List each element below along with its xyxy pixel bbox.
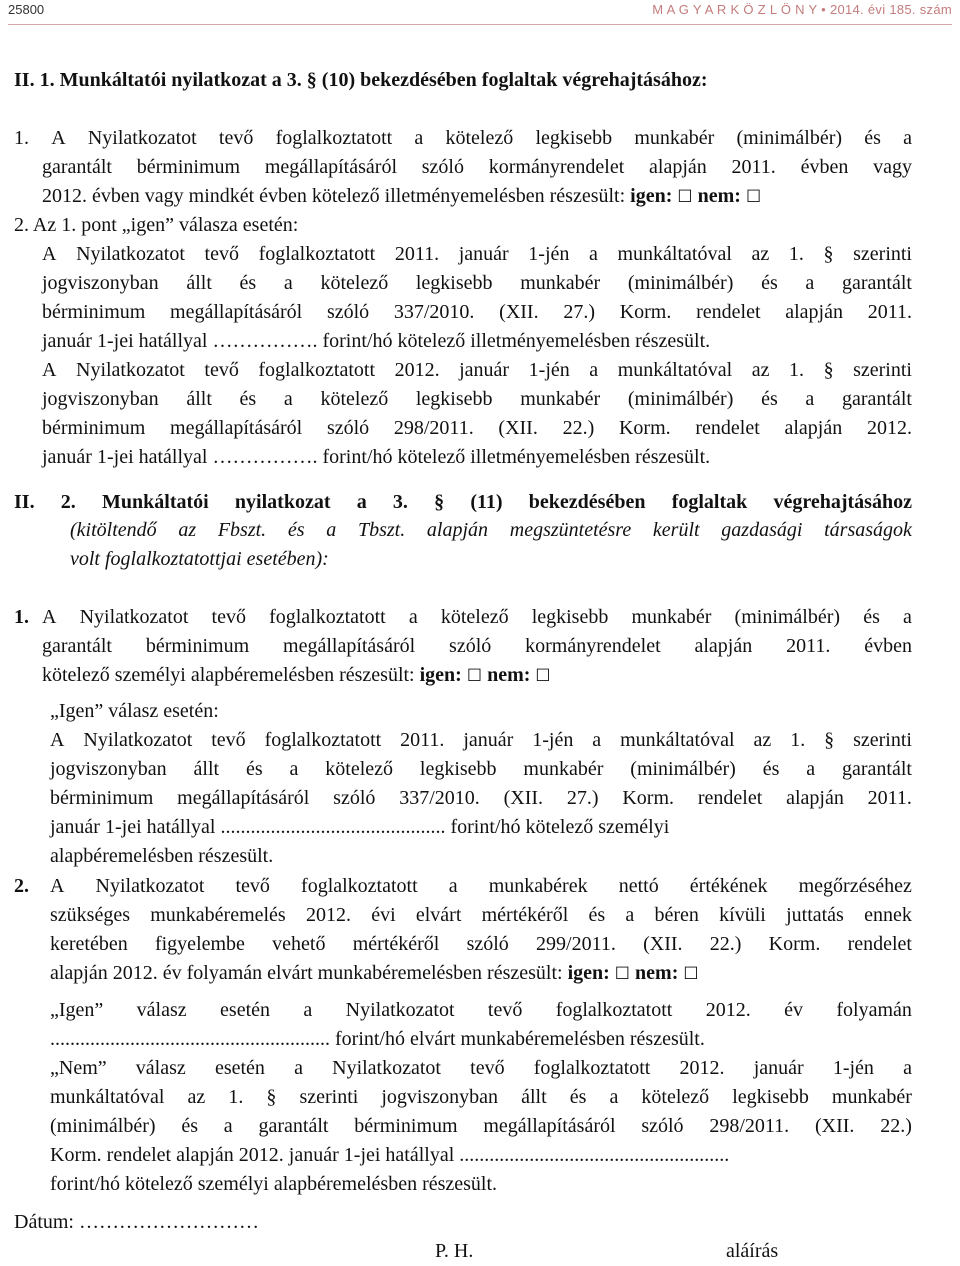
s1-p1-line-3: [42, 182, 761, 212]
s2-i1-nem-checkbox[interactable]: ☐: [535, 666, 551, 686]
date-field[interactable]: Dátum: ………………………: [14, 1211, 259, 1233]
s1-nem-label: nem:: [697, 185, 741, 207]
s2-i1-nem-label: nem:: [487, 664, 531, 686]
s1-p1-line-3-text: 2012. évben vagy mindkét évben kötelező illetményemelésben részesült:: [42, 185, 626, 207]
s2-i2-nem-label: nem:: [635, 962, 679, 984]
s1-p2-line-9: január 1-jei hatállyal ……………. forint/hó kötelező illetményemelésben részesült.: [42, 446, 711, 468]
s2-item-2-number: 2.: [14, 875, 29, 897]
s2-item-2-no-line-3: (minimálbér) és a garantált bérminimum megállapításáról szóló 298/2011. (XII. 22.): [50, 1115, 912, 1137]
page-number: 25800: [8, 2, 45, 17]
s1-p2-line-7: jogviszonyban állt és a kötelező legkisebb munkabér (minimálbér) és a garantált: [42, 388, 912, 410]
section-1-title: II. 1. Munkáltatói nyilatkozat a 3. § (10) bekezdésében foglaltak végrehajtásához:: [14, 69, 708, 91]
s2-item-1-yes-line-2: jogviszonyban állt és a kötelező legkisebb munkabér (minimálbér) és a garantált: [50, 758, 912, 780]
s1-p2-line-1: 2. Az 1. pont „igen” válasza esetén:: [14, 214, 299, 236]
page-header: [8, 0, 952, 22]
s2-item-2-line-2: szükséges munkabéremelés 2012. évi elvárt mértékéről és a béren kívüli juttatás ennek: [50, 904, 912, 926]
s2-item-2-no-line-4: Korm. rendelet alapján 2012. január 1-jei hatállyal ......................................................: [50, 1144, 730, 1166]
s1-p1-line-2: garantált bérminimum megállapításáról szóló kormányrendelet alapján 2011. évben vagy: [42, 156, 912, 178]
section-2-title: II. 2. Munkáltatói nyilatkozat a 3. § (11) bekezdésében foglaltak végrehajtásához: [14, 491, 912, 513]
s1-igen-label: igen:: [630, 185, 673, 207]
s2-item-2-line-4-text: alapján 2012. év folyamán elvárt munkabéremelésben részesült:: [50, 962, 563, 984]
s2-item-1-yes-line-1: A Nyilatkozatot tevő foglalkoztatott 2011. január 1-jén a munkáltatóval az 1. § szerinti: [50, 729, 912, 751]
s2-item-1-line-3: [42, 661, 551, 691]
s2-i1-igen-checkbox[interactable]: ☐: [466, 666, 483, 686]
s1-p1-line-1: 1. A Nyilatkozatot tevő foglalkoztatott a kötelező legkisebb munkabér (minimálbér) és a: [14, 127, 912, 149]
s2-item-1-yes-line-5: alapbéremelésben részesült.: [50, 845, 274, 867]
s2-item-1-line-2: garantált bérminimum megállapításáról szóló kormányrendelet alapján 2011. évben: [42, 635, 912, 657]
s2-i2-igen-label: igen:: [567, 962, 610, 984]
s2-item-2-line-4: [50, 959, 699, 989]
stamp-label: P. H.: [435, 1240, 474, 1262]
s2-i1-igen-label: igen:: [419, 664, 462, 686]
s1-p2-line-8: bérminimum megállapításáról szóló 298/2011. (XII. 22.) Korm. rendelet alapján 2012.: [42, 417, 912, 439]
s2-item-2-yes-line-2: ........................................................ forint/hó elvárt munkabéremelésben részesült.: [50, 1028, 705, 1050]
s2-item-2-line-3: keretében figyelembe vehető mértékéről szóló 299/2011. (XII. 22.) Korm. rendelet: [50, 933, 912, 955]
s2-item-1-yes-line-4: január 1-jei hatállyal ............................................. forint/hó kötelező személyi: [50, 816, 670, 838]
s1-igen-checkbox[interactable]: ☐: [677, 187, 693, 207]
s2-item-1-number: 1.: [14, 606, 29, 628]
s1-p2-line-2: A Nyilatkozatot tevő foglalkoztatott 2011. január 1-jén a munkáltatóval az 1. § szerinti: [42, 243, 912, 265]
s1-p2-line-6: A Nyilatkozatot tevő foglalkoztatott 2012. január 1-jén a munkáltatóval az 1. § szerinti: [42, 359, 912, 381]
s2-item-1-line-1: A Nyilatkozatot tevő foglalkoztatott a kötelező legkisebb munkabér (minimálbér) és a: [42, 606, 912, 628]
s2-item-1-yes-line-3: bérminimum megállapításáról szóló 337/2010. (XII. 27.) Korm. rendelet alapján 2011.: [50, 787, 912, 809]
s2-i2-nem-checkbox[interactable]: ☐: [683, 964, 699, 984]
s1-p2-line-3: jogviszonyban állt és a kötelező legkisebb munkabér (minimálbér) és a garantált: [42, 272, 912, 294]
s1-nem-checkbox[interactable]: ☐: [745, 187, 762, 207]
s2-item-2-no-line-5: forint/hó kötelező személyi alapbéremelésben részesült.: [50, 1173, 498, 1195]
s1-p2-line-4: bérminimum megállapításáról szóló 337/2010. (XII. 27.) Korm. rendelet alapján 2011.: [42, 301, 912, 323]
section-2-subtitle-line-1: (kitöltendő az Fbszt. és a Tbszt. alapján megszüntetésre került gazdasági társaságok: [70, 519, 912, 541]
header-divider: [8, 24, 952, 25]
s2-item-2-no-line-1: „Nem” válasz esetén a Nyilatkozatot tevő foglalkoztatott 2012. január 1-jén a: [50, 1057, 912, 1079]
s2-item-2-no-line-2: munkáltatóval az 1. § szerinti jogviszonyban állt és a kötelező legkisebb munkabér: [50, 1086, 912, 1108]
publication-title: M A G Y A R K Ö Z L Ö N Y • 2014. évi 185. szám: [652, 2, 952, 17]
s1-p2-line-5: január 1-jei hatállyal ……………. forint/hó kötelező illetményemelésben részesült.: [42, 330, 711, 352]
signature-label: aláírás: [726, 1240, 779, 1262]
s2-item-1-line-3-text: kötelező személyi alapbéremelésben részesült:: [42, 664, 415, 686]
s2-item-1-yes-heading: „Igen” válasz esetén:: [50, 700, 219, 722]
s2-item-2-yes-line-1: „Igen” válasz esetén a Nyilatkozatot tevő foglalkoztatott 2012. év folyamán: [50, 999, 912, 1021]
section-2-subtitle-line-2: volt foglalkoztatottjai esetében):: [70, 548, 329, 570]
s2-i2-igen-checkbox[interactable]: ☐: [614, 964, 631, 984]
s2-item-2-line-1: A Nyilatkozatot tevő foglalkoztatott a munkabérek nettó értékének megőrzéséhez: [50, 875, 912, 897]
